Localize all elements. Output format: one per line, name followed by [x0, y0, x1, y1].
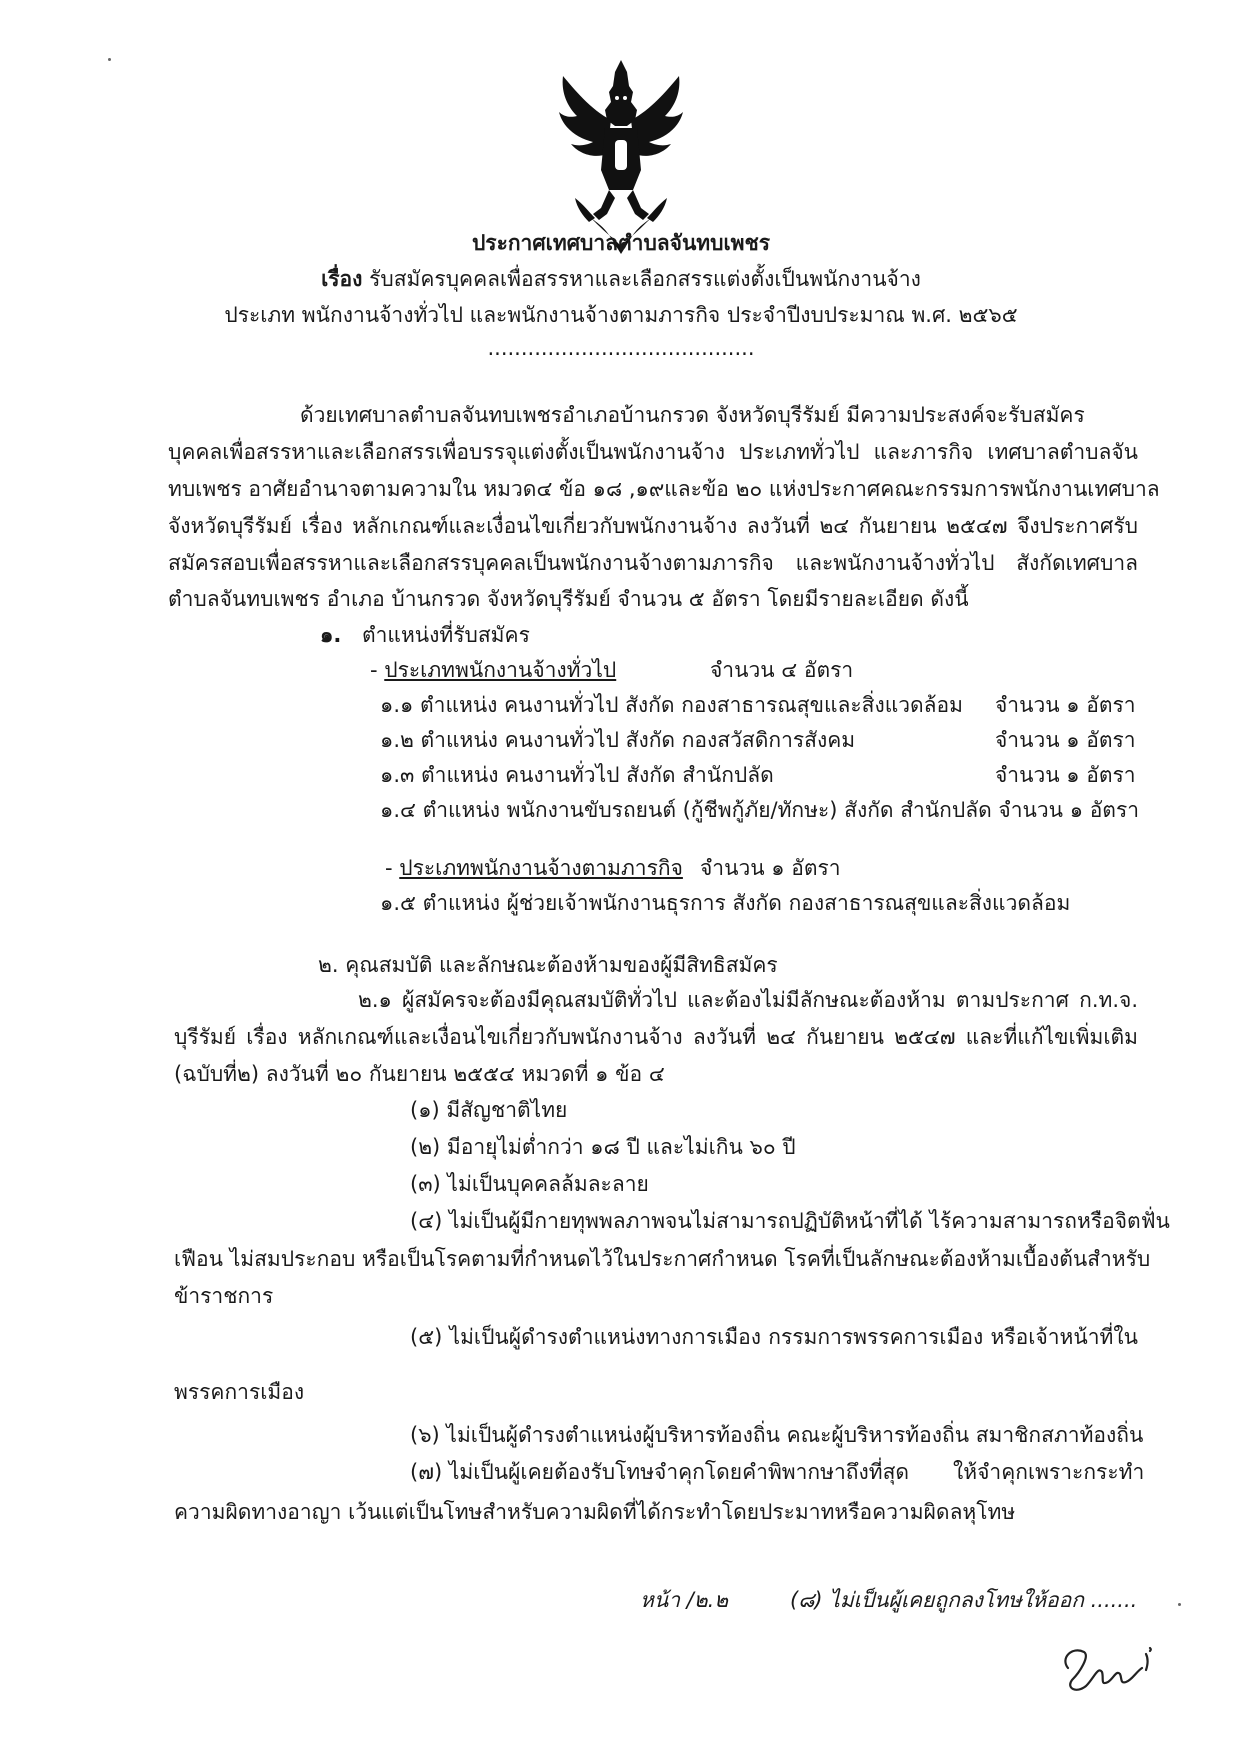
qualification-5: (๕) ไม่เป็นผู้ดำรงตำแหน่งทางการเมือง กรรมการพรรคการเมือง หรือเจ้าหน้าที่ใน [410, 1325, 1138, 1349]
subject-line-2: ประเภท พนักงานจ้างทั่วไป และพนักงานจ้างตามภารกิจ ประจำปีงบประมาณ พ.ศ. ๒๕๖๕ [224, 303, 1018, 327]
position-1-3: ๑.๓ ตำแหน่ง คนงานทั่วไป สังกัด สำนักปลัด [380, 763, 774, 787]
qualification-7-cont: ความผิดทางอาญา เว้นแต่เป็นโทษสำหรับความผิดที่ได้กระทำโดยประมาทหรือความผิดลหุโทษ [174, 1500, 1016, 1524]
qualification-1: (๑) มีสัญชาติไทย [410, 1098, 568, 1122]
general-dash: - [370, 658, 378, 682]
separator-dots: ........................................ [487, 336, 755, 360]
subject-line [0, 264, 1242, 294]
qualification-6: (๖) ไม่เป็นผู้ดำรงตำแหน่งผู้บริหารท้องถิ่น คณะผู้บริหารท้องถิ่น สมาชิกสภาท้องถิ่น [410, 1423, 1144, 1447]
position-1-5: ๑.๕ ตำแหน่ง ผู้ช่วยเจ้าพนักงานธุรการ สังกัด กองสาธารณสุขและสิ่งแวดล้อม [380, 891, 1071, 915]
general-type-label: ประเภทพนักงานจ้างทั่วไป [384, 658, 617, 682]
section1-number: ๑. [320, 623, 342, 647]
qualification-2: (๒) มีอายุไม่ต่ำกว่า ๑๘ ปี และไม่เกิน ๖๐ ปี [410, 1135, 796, 1159]
section2-para-3: (ฉบับที่๒) ลงวันที่ ๒๐ กันยายน ๒๕๕๔ หมวดที่ ๑ ข้อ ๔ [174, 1062, 665, 1086]
subject-label: เรื่อง [321, 267, 363, 291]
position-1-3-count: จำนวน ๑ อัตรา [995, 763, 1136, 787]
qualification-7: (๗) ไม่เป็นผู้เคยต้องรับโทษจำคุกโดยคำพิพากษาถึงที่สุด [410, 1460, 910, 1484]
qualification-5-cont: พรรคการเมือง [174, 1380, 305, 1404]
scan-speck [108, 58, 111, 61]
general-type-count: จำนวน ๔ อัตรา [710, 658, 854, 682]
section2-heading: ๒. คุณสมบัติ และลักษณะต้องห้ามของผู้มีสิทธิสมัคร [318, 953, 778, 977]
section2-para-1: ๒.๑ ผู้สมัครจะต้องมีคุณสมบัติทั่วไป และต้องไม่มีลักษณะต้องห้าม ตามประกาศ ก.ท.จ. [358, 988, 1138, 1012]
section1-heading [320, 620, 530, 650]
subject-text: รับสมัครบุคคลเพื่อสรรหาและเลือกสรรแต่งตั้งเป็นพนักงานจ้าง [369, 267, 921, 291]
qualification-4-end: ข้าราชการ [174, 1284, 274, 1308]
signature-icon [1050, 1628, 1160, 1708]
general-type-heading [370, 655, 616, 685]
intro-line-1: ด้วยเทศบาลตำบลจันทบเพชรอำเภอบ้านกรวด จังหวัดบุรีรัมย์ มีความประสงค์จะรับสมัคร [300, 403, 1085, 427]
position-1-2: ๑.๒ ตำแหน่ง คนงานทั่วไป สังกัด กองสวัสดิการสังคม [380, 728, 856, 752]
page-number: หน้า /๒.๒ [640, 1588, 729, 1612]
position-1-1-count: จำนวน ๑ อัตรา [995, 693, 1136, 717]
intro-line-2: บุคคลเพื่อสรรหาและเลือกสรรเพื่อบรรจุแต่งตั้งเป็นพนักงานจ้าง ประเภททั่วไป และภารกิจ เทศบาลตำบลจัน [168, 440, 1138, 464]
mission-dash: - [385, 856, 393, 880]
mission-type-label: ประเภทพนักงานจ้างตามภารกิจ [399, 856, 683, 880]
qualification-7-right: ให้จำคุกเพราะกระทำ [953, 1460, 1145, 1484]
next-item-preview: (๘) ไม่เป็นผู้เคยถูกลงโทษให้ออก ....... [790, 1588, 1138, 1612]
position-1-4: ๑.๔ ตำแหน่ง พนักงานขับรถยนต์ (กู้ชีพกู้ภัย/ทักษะ) สังกัด สำนักปลัด จำนวน ๑ อัตรา [380, 798, 1140, 822]
mission-type-count: จำนวน ๑ อัตรา [700, 856, 841, 880]
section1-title: ตำแหน่งที่รับสมัคร [362, 623, 530, 647]
qualification-3: (๓) ไม่เป็นบุคคลล้มละลาย [410, 1172, 649, 1196]
announcement-title: ประกาศเทศบาลตำบลจันทบเพชร [471, 231, 771, 255]
intro-line-6: ตำบลจันทบเพชร อำเภอ บ้านกรวด จังหวัดบุรีรัมย์ จำนวน ๕ อัตรา โดยมีรายละเอียด ดังนี้ [168, 587, 969, 611]
intro-line-5: สมัครสอบเพื่อสรรหาและเลือกสรรบุคคลเป็นพนักงานจ้างตามภารกิจ และพนักงานจ้างทั่วไป สังกัดเทศบาล [168, 551, 1138, 575]
intro-line-3: ทบเพชร อาศัยอำนาจตามความใน หมวด๔ ข้อ ๑๘ ,๑๙และข้อ ๒๐ แห่งประกาศคณะกรรมการพนักงานเทศบาล [168, 477, 1160, 501]
mission-type-heading [385, 853, 683, 883]
section2-para-2: บุรีรัมย์ เรื่อง หลักเกณฑ์และเงื่อนไขเกี่ยวกับพนักงานจ้าง ลงวันที่ ๒๔ กันยายน ๒๕๔๗ และที่แก้ไขเพิ่มเติม [174, 1025, 1138, 1049]
intro-line-4: จังหวัดบุรีรัมย์ เรื่อง หลักเกณฑ์และเงื่อนไขเกี่ยวกับพนักงานจ้าง ลงวันที่ ๒๔ กันยายน ๒๕๔๗ จึงประกาศรับ [168, 514, 1138, 538]
qualification-4-cont: เฟือน ไม่สมประกอบ หรือเป็นโรคตามที่กำหนดไว้ในประกาศกำหนด โรคที่เป็นลักษณะต้องห้ามเบื้องต้นสำหรับ [174, 1247, 1151, 1271]
position-1-2-count: จำนวน ๑ อัตรา [995, 728, 1136, 752]
scan-speck [1178, 1603, 1181, 1606]
qualification-4: (๔) ไม่เป็นผู้มีกายทุพพลภาพจนไม่สามารถปฏิบัติหน้าที่ได้ ไร้ความสามารถหรือจิตฟั่น [410, 1209, 1170, 1233]
position-1-1: ๑.๑ ตำแหน่ง คนงานทั่วไป สังกัด กองสาธารณสุขและสิ่งแวดล้อม [380, 693, 963, 717]
